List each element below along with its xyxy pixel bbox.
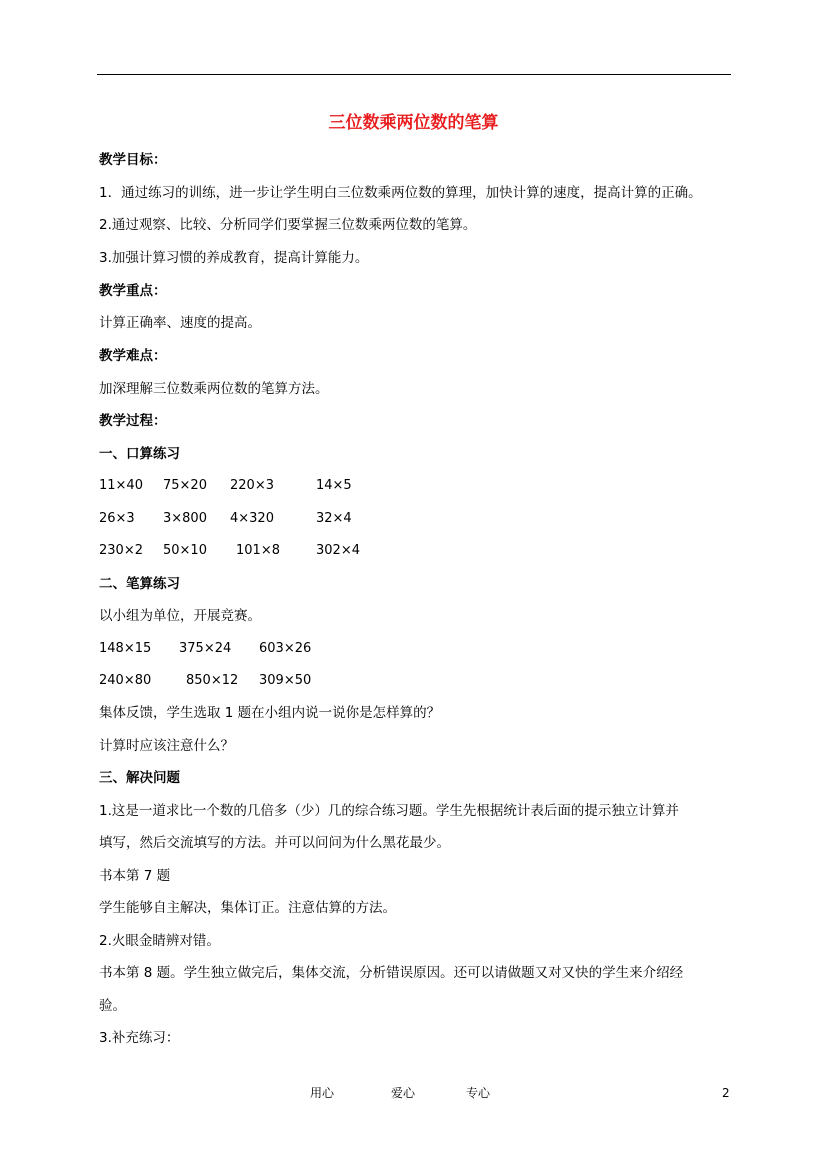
problem-3: 3.补充练习： <box>99 1030 180 1046</box>
attention-text: 计算时应该注意什么？ <box>99 738 234 754</box>
written-item: 309×50 <box>259 673 312 688</box>
oral-item: 32×4 <box>316 511 352 526</box>
oral-item: 230×2 <box>99 543 143 558</box>
key-point-text: 计算正确率、速度的提高。 <box>99 315 261 331</box>
header-rule <box>97 74 731 75</box>
oral-item: 75×20 <box>163 478 207 493</box>
page-footer <box>0 1084 827 1102</box>
oral-item: 220×3 <box>230 478 274 493</box>
oral-row <box>99 477 739 495</box>
oral-item: 14×5 <box>316 478 352 493</box>
written-item: 148×15 <box>99 641 152 656</box>
oral-item: 3×800 <box>163 511 207 526</box>
textbook-q7: 书本第 7 题 <box>99 868 171 884</box>
heading-process: 教学过程： <box>99 413 167 429</box>
footer-item: 用心 <box>310 1086 335 1100</box>
problem-1-line-1: 1.这是一道求比一个数的几倍多（少）几的综合练习题。学生先根据统计表后面的提示独立计算并 <box>99 803 679 819</box>
footer-item: 专心 <box>466 1086 491 1100</box>
written-row <box>99 672 739 690</box>
oral-item: 50×10 <box>163 543 207 558</box>
feedback-text: 集体反馈，学生选取 1 题在小组内说一说你是怎样算的？ <box>99 705 441 721</box>
written-item: 240×80 <box>99 673 152 688</box>
section-written-practice: 二、笔算练习 <box>99 576 180 592</box>
goal-1: 1．通过练习的训练，进一步让学生明白三位数乘两位数的算理，加快计算的速度，提高计算的正确。 <box>99 185 702 201</box>
section-oral-practice: 一、口算练习 <box>99 446 180 462</box>
written-item: 850×12 <box>186 673 239 688</box>
goal-2: 2.通过观察、比较、分析同学们要掌握三位数乘两位数的笔算。 <box>99 217 477 233</box>
written-row <box>99 640 739 658</box>
oral-item: 4×320 <box>230 511 274 526</box>
competition-text: 以小组为单位，开展竞赛。 <box>99 608 261 624</box>
difficulty-text: 加深理解三位数乘两位数的笔算方法。 <box>99 381 329 397</box>
page-title: 三位数乘两位数的笔算 <box>328 113 499 133</box>
oral-item: 101×8 <box>236 543 280 558</box>
oral-item: 302×4 <box>316 543 360 558</box>
heading-difficulties: 教学难点： <box>99 348 167 364</box>
oral-row <box>99 542 739 560</box>
written-item: 375×24 <box>179 641 232 656</box>
textbook-q8-line-1: 书本第 8 题。学生独立做完后，集体交流，分析错误原因。还可以请做题又对又快的学生来介绍经 <box>99 965 684 981</box>
textbook-q8-line-2: 验。 <box>99 998 126 1014</box>
section-problem-solving: 三、解决问题 <box>99 770 180 786</box>
heading-key-points: 教学重点： <box>99 283 167 299</box>
heading-teaching-goals: 教学目标： <box>99 152 167 168</box>
q7-note: 学生能够自主解决，集体订正。注意估算的方法。 <box>99 900 396 916</box>
goal-3: 3.加强计算习惯的养成教育，提高计算能力。 <box>99 250 369 266</box>
oral-row <box>99 510 739 528</box>
oral-item: 26×3 <box>99 511 135 526</box>
footer-item: 爱心 <box>391 1086 416 1100</box>
page-number: 2 <box>722 1086 730 1100</box>
written-item: 603×26 <box>259 641 312 656</box>
problem-2: 2.火眼金睛辨对错。 <box>99 933 220 949</box>
problem-1-line-2: 填写，然后交流填写的方法。并可以问问为什么黑花最少。 <box>99 835 450 851</box>
oral-item: 11×40 <box>99 478 143 493</box>
